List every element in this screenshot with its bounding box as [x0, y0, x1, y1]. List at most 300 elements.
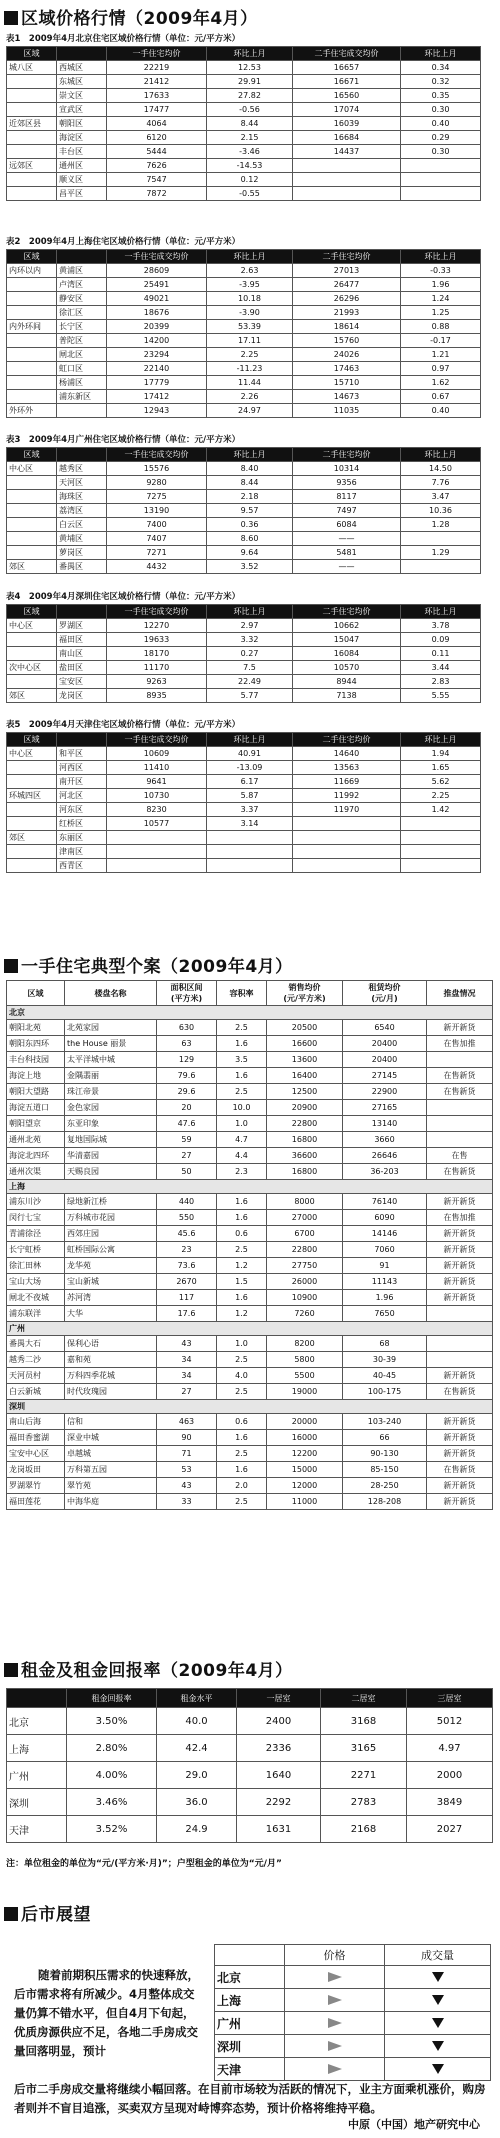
value-cell: 6120	[107, 131, 207, 145]
value-cell: 在售新货	[427, 1068, 493, 1084]
area-cell: 通州次渠	[7, 1164, 65, 1180]
value-cell: 1631	[237, 1816, 321, 1843]
value-cell: -0.17	[401, 334, 481, 348]
value-cell: 3165	[321, 1735, 407, 1762]
value-cell: 新开新货	[427, 1414, 493, 1430]
value-cell: 29.91	[207, 75, 293, 89]
value-cell: 14146	[343, 1226, 427, 1242]
city-group-label: 北京	[7, 1006, 493, 1020]
district-cell: 丰台区	[57, 145, 107, 159]
table-row	[7, 278, 481, 292]
column-header: 环比上月	[207, 733, 293, 747]
value-cell: 新开新货	[427, 1242, 493, 1258]
value-cell: 2027	[407, 1816, 493, 1843]
table-row	[7, 1414, 493, 1430]
table-row	[7, 532, 481, 546]
table-row	[7, 1352, 493, 1368]
arrow-down-icon	[432, 2064, 444, 2074]
value-cell: 新开新货	[427, 1368, 493, 1384]
value-cell: 10577	[107, 817, 207, 831]
column-header	[57, 605, 107, 619]
district-cell: 白云区	[57, 518, 107, 532]
value-cell: 128-208	[343, 1494, 427, 1510]
table-row	[7, 1762, 493, 1789]
column-header: 环比上月	[207, 250, 293, 264]
arrow-down-icon	[432, 1972, 444, 1982]
value-cell: 47.6	[157, 1116, 217, 1132]
value-cell: 1.62	[401, 376, 481, 390]
value-cell: 2.5	[217, 1242, 267, 1258]
project-name-cell: 信和	[65, 1414, 157, 1430]
value-cell: 16671	[293, 75, 401, 89]
value-cell: 3.52%	[67, 1816, 157, 1843]
area-cell: 丰台科技园	[7, 1052, 65, 1068]
value-cell: 26477	[293, 278, 401, 292]
column-header: 环比上月	[207, 47, 293, 61]
value-cell: -3.95	[207, 278, 293, 292]
value-cell	[293, 859, 401, 873]
value-cell: 新开新货	[427, 1430, 493, 1446]
value-cell	[207, 831, 293, 845]
value-cell	[107, 845, 207, 859]
table-row	[7, 306, 481, 320]
value-cell	[293, 817, 401, 831]
value-cell: 8.60	[207, 532, 293, 546]
value-cell: 24.97	[207, 404, 293, 418]
area-cell: 天河员村	[7, 1368, 65, 1384]
arrow-right-icon	[328, 1972, 342, 1982]
section-square-icon	[4, 1907, 18, 1921]
table-row	[7, 817, 481, 831]
value-cell: 26000	[267, 1274, 343, 1290]
value-cell: 在售新货	[427, 1384, 493, 1400]
value-cell: 17633	[107, 89, 207, 103]
city-group-label: 深圳	[7, 1400, 493, 1414]
value-cell: 0.32	[401, 75, 481, 89]
district-cell: 河西区	[57, 761, 107, 775]
district-cell: 龙岗区	[57, 689, 107, 703]
value-cell: 15047	[293, 633, 401, 647]
value-cell: 1.5	[217, 1274, 267, 1290]
value-cell: 14437	[293, 145, 401, 159]
value-cell: 85-150	[343, 1462, 427, 1478]
column-header: 区域	[7, 981, 65, 1006]
district-cell: 宝安区	[57, 675, 107, 689]
arrow-right-icon	[328, 2041, 342, 2051]
value-cell: 30-39	[343, 1352, 427, 1368]
value-cell: 3168	[321, 1708, 407, 1735]
region-cell	[7, 348, 57, 362]
region-cell	[7, 518, 57, 532]
region-cell	[7, 75, 57, 89]
project-name-cell: 时代玫瑰园	[65, 1384, 157, 1400]
project-name-cell: 苏河湾	[65, 1290, 157, 1306]
value-cell: 8944	[293, 675, 401, 689]
value-cell: 29.6	[157, 1084, 217, 1100]
table-row	[7, 747, 481, 761]
value-cell: 6084	[293, 518, 401, 532]
value-cell: 7400	[107, 518, 207, 532]
region-cell	[7, 103, 57, 117]
value-cell	[427, 1100, 493, 1116]
project-name-cell: 卓越城	[65, 1446, 157, 1462]
table-row	[7, 1226, 493, 1242]
value-cell: -0.55	[207, 187, 293, 201]
value-cell: 25491	[107, 278, 207, 292]
region-cell	[7, 173, 57, 187]
value-cell: 5012	[407, 1708, 493, 1735]
column-header	[7, 1689, 67, 1708]
column-header: 楼盘名称	[65, 981, 157, 1006]
district-cell: 宣武区	[57, 103, 107, 117]
column-header: 推盘情况	[427, 981, 493, 1006]
column-header: 成交量	[385, 1945, 491, 1966]
region-cell	[7, 490, 57, 504]
column-header: 区域	[7, 47, 57, 61]
value-cell: 1.6	[217, 1430, 267, 1446]
value-cell: 6090	[343, 1210, 427, 1226]
value-cell: 2.0	[217, 1478, 267, 1494]
column-header: 二手住宅成交均价	[293, 47, 401, 61]
value-cell: 0.97	[401, 362, 481, 376]
column-header: 租赁均价 (元/月)	[343, 981, 427, 1006]
table-row	[7, 292, 481, 306]
value-cell: 1.96	[401, 278, 481, 292]
section-title-text: 租金及租金回报率（2009年4月）	[21, 1661, 293, 1681]
value-cell: 2.5	[217, 1384, 267, 1400]
city-group-row	[7, 1180, 493, 1194]
value-cell: 10900	[267, 1290, 343, 1306]
value-cell: 7275	[107, 490, 207, 504]
region-cell	[7, 845, 57, 859]
district-cell: 西青区	[57, 859, 107, 873]
value-cell: 8.40	[207, 462, 293, 476]
value-cell: 17779	[107, 376, 207, 390]
arrow-right-icon	[328, 2018, 342, 2028]
value-cell: -14.53	[207, 159, 293, 173]
value-cell: 630	[157, 1020, 217, 1036]
region-cell	[7, 775, 57, 789]
value-cell: 12943	[107, 404, 207, 418]
project-name-cell: the House 丽景	[65, 1036, 157, 1052]
value-cell: 8000	[267, 1194, 343, 1210]
district-cell: 萝岗区	[57, 546, 107, 560]
volume-trend-cell	[385, 1989, 491, 2012]
district-cell: 河北区	[57, 789, 107, 803]
region-cell	[7, 504, 57, 518]
column-header: 二手住宅均价	[293, 448, 401, 462]
value-cell: 2168	[321, 1816, 407, 1843]
table-outlook	[214, 1944, 491, 2081]
value-cell: 在售新货	[427, 1084, 493, 1100]
outlook-paragraph-continued: 后市二手房成交量将继续小幅回落。在目前市场较为活跃的情况下，业主方面乘机涨价，购房者则并不盲目追涨，买卖双方呈现对峙博弈态势，预计价格将维持平稳。	[14, 2082, 486, 2115]
district-cell: 朝阳区	[57, 117, 107, 131]
region-cell	[7, 306, 57, 320]
value-cell: 5800	[267, 1352, 343, 1368]
project-name-cell: 太平洋城中城	[65, 1052, 157, 1068]
value-cell: 1640	[237, 1762, 321, 1789]
value-cell: 18676	[107, 306, 207, 320]
value-cell: 24.9	[157, 1816, 237, 1843]
table-row	[7, 1708, 493, 1735]
table-row	[7, 1430, 493, 1446]
table-row	[7, 187, 481, 201]
table-row	[7, 675, 481, 689]
table-row	[7, 1306, 493, 1322]
value-cell	[401, 159, 481, 173]
value-cell: 4.7	[217, 1132, 267, 1148]
value-cell: 14.50	[401, 462, 481, 476]
value-cell: 16084	[293, 647, 401, 661]
project-name-cell: 绿地新江桥	[65, 1194, 157, 1210]
value-cell: 0.35	[401, 89, 481, 103]
table-row	[7, 490, 481, 504]
table-row	[7, 619, 481, 633]
value-cell: 23	[157, 1242, 217, 1258]
value-cell: 7626	[107, 159, 207, 173]
value-cell: 9263	[107, 675, 207, 689]
value-cell	[293, 831, 401, 845]
region-cell: 郊区	[7, 831, 57, 845]
value-cell: 16800	[267, 1164, 343, 1180]
value-cell: 1.0	[217, 1336, 267, 1352]
value-cell: 36-203	[343, 1164, 427, 1180]
table-row	[7, 831, 481, 845]
value-cell	[401, 831, 481, 845]
value-cell: 3.14	[207, 817, 293, 831]
value-cell: -13.09	[207, 761, 293, 775]
value-cell: 6540	[343, 1020, 427, 1036]
region-cell: 中心区	[7, 619, 57, 633]
table-row	[7, 1274, 493, 1290]
city-group-label: 广州	[7, 1322, 493, 1336]
column-header: 区域	[7, 733, 57, 747]
table-row	[7, 89, 481, 103]
district-cell: 长宁区	[57, 320, 107, 334]
value-cell: 2000	[407, 1762, 493, 1789]
value-cell: 63	[157, 1036, 217, 1052]
value-cell: 20000	[267, 1414, 343, 1430]
value-cell: 2.5	[217, 1446, 267, 1462]
value-cell: 13140	[343, 1116, 427, 1132]
value-cell: 42.4	[157, 1735, 237, 1762]
column-header	[57, 250, 107, 264]
table-row	[7, 1258, 493, 1274]
value-cell: 0.11	[401, 647, 481, 661]
region-cell	[7, 803, 57, 817]
value-cell: 27000	[267, 1210, 343, 1226]
value-cell: 10.0	[217, 1100, 267, 1116]
value-cell: 0.88	[401, 320, 481, 334]
city-cell: 天津	[215, 2058, 285, 2081]
region-cell	[7, 633, 57, 647]
value-cell: 0.29	[401, 131, 481, 145]
value-cell: 43	[157, 1478, 217, 1494]
value-cell: 0.27	[207, 647, 293, 661]
value-cell: 103-240	[343, 1414, 427, 1430]
value-cell: 17477	[107, 103, 207, 117]
value-cell: 4064	[107, 117, 207, 131]
column-header: 环比上月	[401, 47, 481, 61]
region-cell	[7, 817, 57, 831]
area-cell: 闸北不夜城	[7, 1290, 65, 1306]
value-cell: 1.6	[217, 1462, 267, 1478]
city-cell: 北京	[7, 1708, 67, 1735]
region-cell	[7, 859, 57, 873]
value-cell: 13190	[107, 504, 207, 518]
column-header: 一手住宅均价	[107, 47, 207, 61]
arrow-right-icon	[328, 1995, 342, 2005]
value-cell: 16657	[293, 61, 401, 75]
project-name-cell: 珠江帝景	[65, 1084, 157, 1100]
value-cell: 21993	[293, 306, 401, 320]
column-header: 二手住宅均价	[293, 733, 401, 747]
value-cell: 4432	[107, 560, 207, 574]
value-cell: 2783	[321, 1789, 407, 1816]
table-row	[7, 546, 481, 560]
value-cell: 53.39	[207, 320, 293, 334]
column-header: 租金回报率	[67, 1689, 157, 1708]
table-row	[215, 2012, 491, 2035]
area-cell: 浦东联洋	[7, 1306, 65, 1322]
value-cell: 24026	[293, 348, 401, 362]
district-cell: 崇文区	[57, 89, 107, 103]
value-cell	[427, 1132, 493, 1148]
value-cell: 28609	[107, 264, 207, 278]
project-name-cell: 宝山新城	[65, 1274, 157, 1290]
value-cell: 2400	[237, 1708, 321, 1735]
table-row	[7, 1368, 493, 1384]
table-typical-cases	[6, 980, 493, 1510]
value-cell: 20	[157, 1100, 217, 1116]
value-cell: 11170	[107, 661, 207, 675]
table-row	[7, 633, 481, 647]
value-cell: 0.40	[401, 117, 481, 131]
value-cell: 66	[343, 1430, 427, 1446]
value-cell: 79.6	[157, 1068, 217, 1084]
value-cell: 440	[157, 1194, 217, 1210]
district-cell: 昌平区	[57, 187, 107, 201]
area-cell: 宝山大场	[7, 1274, 65, 1290]
region-cell	[7, 546, 57, 560]
column-header: 环比上月	[401, 605, 481, 619]
city-cell: 上海	[7, 1735, 67, 1762]
value-cell: 53	[157, 1462, 217, 1478]
section-title-rent	[4, 1656, 293, 1681]
value-cell: 5.87	[207, 789, 293, 803]
district-cell: 番禺区	[57, 560, 107, 574]
area-cell: 朝阳东四环	[7, 1036, 65, 1052]
value-cell	[207, 845, 293, 859]
table-row	[7, 803, 481, 817]
table-row	[7, 789, 481, 803]
value-cell: 4.0	[217, 1368, 267, 1384]
table-caption: 表4 2009年4月深圳住宅区域价格行情（单位：元/平方米）	[6, 592, 241, 602]
value-cell: 15000	[267, 1462, 343, 1478]
district-cell: 卢湾区	[57, 278, 107, 292]
value-cell: 22.49	[207, 675, 293, 689]
column-header: 一居室	[237, 1689, 321, 1708]
value-cell: 16000	[267, 1430, 343, 1446]
project-name-cell: 万科第五园	[65, 1462, 157, 1478]
project-name-cell: 北苑家园	[65, 1020, 157, 1036]
project-name-cell: 龙华苑	[65, 1258, 157, 1274]
value-cell: 10.36	[401, 504, 481, 518]
table-row	[7, 348, 481, 362]
table-row	[7, 61, 481, 75]
value-cell: 34	[157, 1352, 217, 1368]
value-cell: 40-45	[343, 1368, 427, 1384]
value-cell: 19000	[267, 1384, 343, 1400]
column-header: 三居室	[407, 1689, 493, 1708]
value-cell: 5481	[293, 546, 401, 560]
value-cell: 2.25	[207, 348, 293, 362]
region-cell	[7, 675, 57, 689]
value-cell: 0.34	[401, 61, 481, 75]
table-tianjin-prices	[6, 732, 481, 873]
table-row	[7, 1084, 493, 1100]
value-cell: 6.17	[207, 775, 293, 789]
region-cell	[7, 647, 57, 661]
region-cell	[7, 145, 57, 159]
district-cell: 罗湖区	[57, 619, 107, 633]
region-cell	[7, 187, 57, 201]
table-row	[7, 1478, 493, 1494]
value-cell: 16600	[267, 1036, 343, 1052]
table-row	[7, 560, 481, 574]
area-cell: 徐汇田林	[7, 1258, 65, 1274]
region-cell: 城八区	[7, 61, 57, 75]
value-cell: 45.6	[157, 1226, 217, 1242]
table-row	[7, 1052, 493, 1068]
value-cell: 12200	[267, 1446, 343, 1462]
value-cell: 16684	[293, 131, 401, 145]
project-name-cell: 保利心语	[65, 1336, 157, 1352]
value-cell: 新开新货	[427, 1258, 493, 1274]
column-header: 环比上月	[401, 448, 481, 462]
value-cell: 5.77	[207, 689, 293, 703]
value-cell: 1.21	[401, 348, 481, 362]
district-cell: 盐田区	[57, 661, 107, 675]
value-cell: 22800	[267, 1116, 343, 1132]
value-cell: 16560	[293, 89, 401, 103]
table-beijing-prices	[6, 46, 481, 201]
district-cell: 越秀区	[57, 462, 107, 476]
value-cell: 3660	[343, 1132, 427, 1148]
value-cell	[401, 560, 481, 574]
value-cell: 1.25	[401, 306, 481, 320]
district-cell: 顺义区	[57, 173, 107, 187]
column-header: 租金水平	[157, 1689, 237, 1708]
table-row	[7, 647, 481, 661]
price-trend-cell	[285, 1989, 385, 2012]
value-cell: 17412	[107, 390, 207, 404]
value-cell: 2.25	[401, 789, 481, 803]
value-cell: 新开新货	[427, 1446, 493, 1462]
district-cell: 海淀区	[57, 131, 107, 145]
column-header: 一手住宅成交均价	[107, 250, 207, 264]
table-row	[7, 1164, 493, 1180]
table-row	[7, 1020, 493, 1036]
region-cell	[7, 278, 57, 292]
column-header: 二居室	[321, 1689, 407, 1708]
table-guangzhou-prices	[6, 447, 481, 574]
region-cell	[7, 376, 57, 390]
table-caption: 表1 2009年4月北京住宅区域价格行情（单位：元/平方米）	[6, 34, 241, 44]
value-cell: 20500	[267, 1020, 343, 1036]
table-row	[7, 661, 481, 675]
table-row	[7, 1336, 493, 1352]
